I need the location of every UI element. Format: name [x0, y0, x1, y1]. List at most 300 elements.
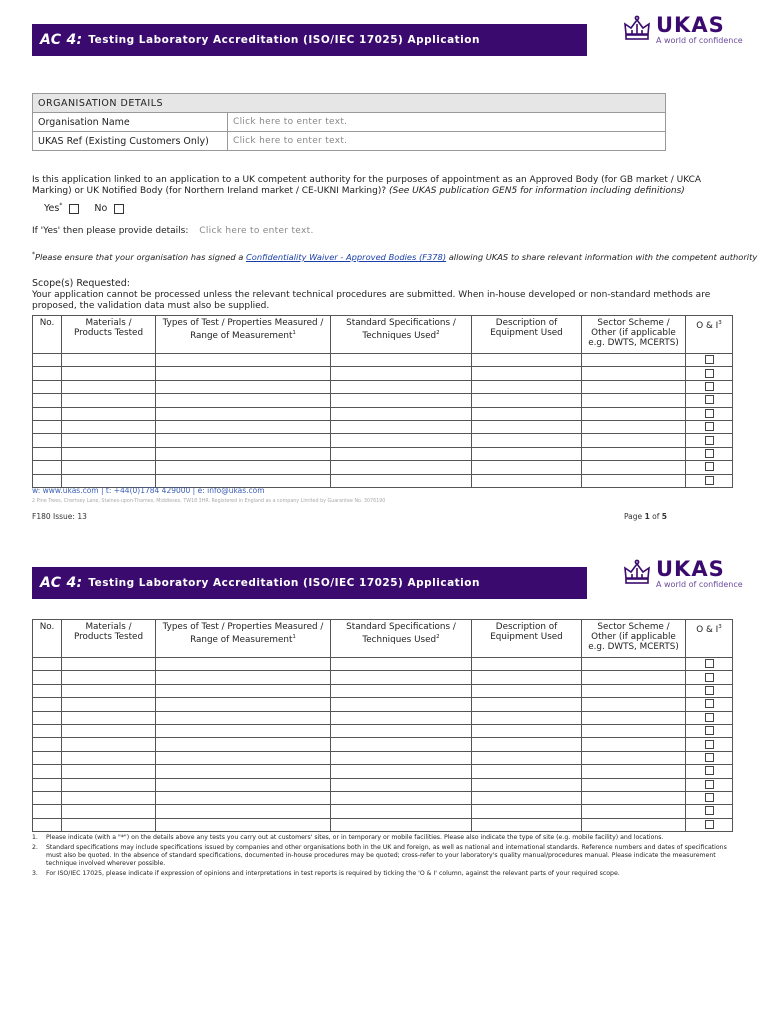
- scope-cell-input[interactable]: [62, 738, 156, 751]
- scope-cell-input[interactable]: [156, 684, 331, 697]
- scope-cell-input[interactable]: [156, 751, 331, 764]
- o-and-i-cell: [686, 434, 733, 447]
- scope-column-header: [33, 316, 62, 354]
- scope-cell-input[interactable]: [62, 461, 156, 474]
- scope-cell-input[interactable]: [62, 367, 156, 380]
- o-and-i-cell: [686, 354, 733, 367]
- footnote-item: [32, 870, 736, 878]
- crown-icon: [622, 14, 652, 44]
- scope-cell-input[interactable]: [582, 818, 686, 831]
- scope-cell-input[interactable]: [472, 765, 582, 778]
- o-and-i-checkbox[interactable]: [705, 449, 714, 458]
- column-footnote-ref: 2: [436, 634, 440, 640]
- scope-cell-input[interactable]: [582, 671, 686, 684]
- contact-footer: w: www.ukas.com | t: +44(0)1784 429000 | e: info@ukas.com: [32, 486, 265, 495]
- scope-row: [33, 805, 733, 818]
- form-title: Testing Laboratory Accreditation (ISO/IEC 17025) Application: [88, 34, 480, 46]
- scope-cell-input[interactable]: [62, 671, 156, 684]
- footnote-number: 1.: [32, 834, 38, 841]
- scope-row: [33, 394, 733, 407]
- brand-tagline: A world of confidence: [656, 36, 743, 45]
- form-code: AC 4:: [40, 32, 83, 48]
- scope-cell-input[interactable]: [582, 354, 686, 367]
- scope-cell-input[interactable]: [331, 724, 472, 737]
- scope-cell-input[interactable]: [62, 724, 156, 737]
- scope-cell-input[interactable]: [33, 658, 62, 671]
- scope-table-page1: [32, 315, 733, 488]
- org-row: [33, 132, 666, 151]
- scope-cell-input[interactable]: [582, 447, 686, 460]
- scope-cell-input[interactable]: [156, 671, 331, 684]
- scope-cell-input[interactable]: [331, 711, 472, 724]
- o-and-i-cell: [686, 698, 733, 711]
- scope-cell-input[interactable]: [33, 751, 62, 764]
- scope-cell-input[interactable]: [62, 711, 156, 724]
- scope-cell-input[interactable]: [33, 407, 62, 420]
- scope-cell-input[interactable]: [331, 684, 472, 697]
- scope-cell-input[interactable]: [62, 447, 156, 460]
- scope-cell-input[interactable]: [331, 420, 472, 433]
- o-and-i-cell: [686, 711, 733, 724]
- o-and-i-cell: [686, 724, 733, 737]
- o-and-i-cell: [686, 658, 733, 671]
- scope-cell-input[interactable]: [33, 698, 62, 711]
- o-and-i-cell: [686, 684, 733, 697]
- scope-cell-input[interactable]: [62, 684, 156, 697]
- yes-checkbox[interactable]: [69, 204, 79, 214]
- scope-cell-input[interactable]: [582, 407, 686, 420]
- column-header-line1: Description of: [495, 318, 558, 328]
- scope-cell-input[interactable]: [62, 778, 156, 791]
- scope-cell-input[interactable]: [156, 765, 331, 778]
- o-and-i-checkbox[interactable]: [705, 355, 714, 364]
- footnote-number: 3.: [32, 870, 38, 877]
- scope-column-header: [331, 316, 472, 354]
- column-header-line2: Techniques Used: [362, 634, 437, 645]
- waiver-notice: [32, 251, 757, 262]
- o-and-i-checkbox[interactable]: [705, 726, 714, 735]
- scope-cell-input[interactable]: [62, 818, 156, 831]
- o-and-i-cell: [686, 394, 733, 407]
- column-header-line1: O & I: [696, 320, 719, 331]
- scope-column-header: [582, 316, 686, 354]
- scope-cell-input[interactable]: [582, 420, 686, 433]
- scope-cell-input[interactable]: [33, 380, 62, 393]
- scope-cell-input[interactable]: [156, 407, 331, 420]
- scope-row: [33, 765, 733, 778]
- question-note: (See UKAS publication GEN5 for information including definitions): [389, 186, 685, 196]
- scope-cell-input[interactable]: [156, 778, 331, 791]
- brand-tagline: A world of confidence: [656, 580, 743, 589]
- scope-cell-input[interactable]: [156, 698, 331, 711]
- scope-cell-input[interactable]: [33, 434, 62, 447]
- form-title: Testing Laboratory Accreditation (ISO/IEC 17025) Application: [88, 577, 480, 589]
- o-and-i-cell: [686, 751, 733, 764]
- scope-cell-input[interactable]: [33, 367, 62, 380]
- scope-cell-input[interactable]: [331, 751, 472, 764]
- scope-cell-input[interactable]: [472, 434, 582, 447]
- o-and-i-checkbox[interactable]: [705, 659, 714, 668]
- details-label: If 'Yes' then please provide details:: [32, 226, 189, 236]
- scope-cell-input[interactable]: [331, 380, 472, 393]
- scope-cell-input[interactable]: [582, 474, 686, 487]
- scope-cell-input[interactable]: [582, 684, 686, 697]
- o-and-i-checkbox[interactable]: [705, 422, 714, 431]
- o-and-i-checkbox[interactable]: [705, 820, 714, 829]
- org-details-heading: ORGANISATION DETAILS: [33, 94, 666, 113]
- column-header-line2: Other (if applicable e.g. DWTS, MCERTS): [588, 328, 679, 348]
- page1-title-banner: [32, 24, 587, 56]
- scope-table-page2: [32, 619, 733, 832]
- o-and-i-cell: [686, 818, 733, 831]
- brand-name: UKAS: [656, 557, 725, 581]
- scope-cell-input[interactable]: [33, 461, 62, 474]
- scope-cell-input[interactable]: [62, 407, 156, 420]
- scope-row: [33, 380, 733, 393]
- scope-cell-input[interactable]: [156, 805, 331, 818]
- scope-row: [33, 711, 733, 724]
- scope-title: Scope(s) Requested:: [32, 278, 130, 289]
- scope-row: [33, 434, 733, 447]
- scope-cell-input[interactable]: [582, 461, 686, 474]
- scope-cell-input[interactable]: [62, 765, 156, 778]
- scope-cell-input[interactable]: [582, 380, 686, 393]
- question-text: Is this application linked to an application to a UK competent authority for the purposes of appointment as an Approved Body (for GB market / UKCA Marking) or UK Notified Body (for Northern Ireland market / CE-UKNI Marking)?: [32, 175, 702, 196]
- org-name-label: Organisation Name: [33, 113, 228, 132]
- scope-column-header: [472, 316, 582, 354]
- scope-cell-input[interactable]: [33, 447, 62, 460]
- o-and-i-checkbox[interactable]: [705, 436, 714, 445]
- scope-cell-input[interactable]: [472, 461, 582, 474]
- page-current: 1: [644, 512, 650, 521]
- scope-cell-input[interactable]: [62, 805, 156, 818]
- column-header-line2: Techniques Used: [362, 330, 437, 341]
- scope-cell-input[interactable]: [33, 711, 62, 724]
- column-footnote-ref: 3: [718, 320, 722, 326]
- o-and-i-cell: [686, 474, 733, 487]
- address-footer: 2 Pine Trees, Chertsey Lane, Staines-upon-Thames, Middlesex, TW18 3HR. Registered in England as a company Limited by Guarantee No. 3076190: [32, 499, 386, 504]
- o-and-i-cell: [686, 778, 733, 791]
- brand-name: UKAS: [656, 13, 725, 37]
- scope-column-header: [33, 620, 62, 658]
- column-header-line1: O & I: [696, 624, 719, 635]
- scope-cell-input[interactable]: [156, 711, 331, 724]
- scope-cell-input[interactable]: [33, 765, 62, 778]
- o-and-i-cell: [686, 367, 733, 380]
- scope-cell-input[interactable]: [331, 738, 472, 751]
- footnote-item: [32, 844, 736, 868]
- column-header-line1: Types of Test / Properties Measured /: [162, 622, 324, 632]
- scope-cell-input[interactable]: [472, 791, 582, 804]
- scope-cell-input[interactable]: [582, 778, 686, 791]
- scope-column-header: [62, 620, 156, 658]
- scope-cell-input[interactable]: [472, 407, 582, 420]
- scope-column-header: [472, 620, 582, 658]
- scope-cell-input[interactable]: [472, 805, 582, 818]
- yes-label: Yes: [44, 203, 60, 215]
- scope-cell-input[interactable]: [472, 724, 582, 737]
- scope-cell-input[interactable]: [331, 765, 472, 778]
- scope-cell-input[interactable]: [331, 394, 472, 407]
- scope-row: [33, 671, 733, 684]
- o-and-i-checkbox[interactable]: [705, 382, 714, 391]
- scope-cell-input[interactable]: [331, 671, 472, 684]
- scope-cell-input[interactable]: [472, 447, 582, 460]
- scope-cell-input[interactable]: [331, 461, 472, 474]
- scope-cell-input[interactable]: [472, 778, 582, 791]
- scope-cell-input[interactable]: [472, 354, 582, 367]
- scope-cell-input[interactable]: [156, 738, 331, 751]
- scope-cell-input[interactable]: [331, 778, 472, 791]
- confidentiality-waiver-link[interactable]: Confidentiality Waiver - Approved Bodies (F378): [245, 251, 447, 262]
- scope-cell-input[interactable]: [582, 434, 686, 447]
- scope-column-header: [62, 316, 156, 354]
- o-and-i-cell: [686, 671, 733, 684]
- column-footnote-ref: 1: [292, 634, 296, 640]
- scope-row: [33, 724, 733, 737]
- scope-column-header: [156, 620, 331, 658]
- scope-cell-input[interactable]: [331, 434, 472, 447]
- o-and-i-checkbox[interactable]: [705, 753, 714, 762]
- scope-column-header: [686, 620, 733, 658]
- scope-cell-input[interactable]: [33, 354, 62, 367]
- column-header-line2: Equipment Used: [490, 632, 563, 642]
- scope-row: [33, 461, 733, 474]
- scope-row: [33, 778, 733, 791]
- ukas-ref-input[interactable]: Click here to enter text.: [228, 132, 666, 151]
- scope-cell-input[interactable]: [33, 791, 62, 804]
- scope-cell-input[interactable]: [582, 791, 686, 804]
- scope-cell-input[interactable]: [582, 394, 686, 407]
- scope-cell-input[interactable]: [472, 751, 582, 764]
- scope-cell-input[interactable]: [472, 380, 582, 393]
- scope-cell-input[interactable]: [62, 751, 156, 764]
- scope-cell-input[interactable]: [156, 818, 331, 831]
- o-and-i-checkbox[interactable]: [705, 766, 714, 775]
- scope-note: Your application cannot be processed unless the relevant technical procedures are submitted. When in-house developed or non-standard methods are proposed, the validation data must also be supplied.: [32, 290, 711, 311]
- page-prefix: Page: [624, 512, 643, 521]
- scope-cell-input[interactable]: [156, 434, 331, 447]
- no-checkbox[interactable]: [114, 204, 124, 214]
- column-header-line2: Range of Measurement: [190, 330, 293, 341]
- scope-cell-input[interactable]: [331, 658, 472, 671]
- o-and-i-cell: [686, 765, 733, 778]
- scope-cell-input[interactable]: [472, 367, 582, 380]
- scope-cell-input[interactable]: [331, 818, 472, 831]
- scope-cell-input[interactable]: [62, 394, 156, 407]
- scope-cell-input[interactable]: [331, 447, 472, 460]
- column-footnote-ref: 1: [292, 330, 296, 336]
- scope-cell-input[interactable]: [331, 354, 472, 367]
- scope-cell-input[interactable]: [156, 420, 331, 433]
- scope-cell-input[interactable]: [582, 698, 686, 711]
- column-header-line1: No.: [39, 318, 55, 328]
- column-header-line1: Description of: [495, 622, 558, 632]
- scope-cell-input[interactable]: [582, 738, 686, 751]
- o-and-i-checkbox[interactable]: [705, 740, 714, 749]
- footnote-text: For ISO/IEC 17025, please indicate if expression of opinions and interpretations in test reports is required by ticking the 'O & I' column, against the relevant parts of your required scope.: [46, 870, 620, 877]
- footnotes: [32, 834, 736, 880]
- scope-cell-input[interactable]: [33, 778, 62, 791]
- org-row: [33, 113, 666, 132]
- scope-cell-input[interactable]: [62, 791, 156, 804]
- column-header-line2: Products Tested: [73, 328, 144, 338]
- scope-cell-input[interactable]: [33, 818, 62, 831]
- scope-row: [33, 447, 733, 460]
- footnote-text: Standard specifications may include specifications issued by companies and other organisations both in the UK and foreign, as well as national and international standards. Reference numbers and dates of specifications must also be quoted. In the absence of standard specifications, documented in-house procedures may be quoted; cross-refer to your laboratory's quality manual/procedures manual. Please indicate the measurement technique involved wherever possible.: [46, 844, 727, 867]
- scope-cell-input[interactable]: [582, 805, 686, 818]
- scope-row: [33, 698, 733, 711]
- scope-cell-input[interactable]: [156, 724, 331, 737]
- o-and-i-cell: [686, 380, 733, 393]
- yes-details-row: [32, 226, 314, 236]
- o-and-i-checkbox[interactable]: [705, 806, 714, 815]
- scope-cell-input[interactable]: [33, 805, 62, 818]
- column-header-line1: Sector Scheme /: [597, 622, 670, 632]
- column-header-line2: Equipment Used: [490, 328, 563, 338]
- scope-cell-input[interactable]: [156, 447, 331, 460]
- scope-cell-input[interactable]: [331, 791, 472, 804]
- scope-cell-input[interactable]: [472, 394, 582, 407]
- scope-cell-input[interactable]: [472, 671, 582, 684]
- o-and-i-cell: [686, 420, 733, 433]
- form-code: AC 4:: [40, 575, 83, 591]
- page-of: of: [652, 512, 660, 521]
- o-and-i-cell: [686, 407, 733, 420]
- o-and-i-checkbox[interactable]: [705, 699, 714, 708]
- o-and-i-checkbox[interactable]: [705, 793, 714, 802]
- scope-cell-input[interactable]: [62, 380, 156, 393]
- column-header-line1: Sector Scheme /: [597, 318, 670, 328]
- o-and-i-checkbox[interactable]: [705, 780, 714, 789]
- o-and-i-cell: [686, 461, 733, 474]
- scope-row: [33, 354, 733, 367]
- scope-cell-input[interactable]: [331, 805, 472, 818]
- column-header-line2: Products Tested: [73, 632, 144, 642]
- yes-no-options: [44, 202, 124, 214]
- scope-cell-input[interactable]: [582, 765, 686, 778]
- scope-row: [33, 751, 733, 764]
- column-header-line1: Types of Test / Properties Measured /: [162, 318, 324, 328]
- column-header-line1: Standard Specifications /: [346, 318, 456, 328]
- column-header-line2: Range of Measurement: [190, 634, 293, 645]
- scope-column-header: [331, 620, 472, 658]
- o-and-i-cell: [686, 738, 733, 751]
- o-and-i-checkbox[interactable]: [705, 686, 714, 695]
- footnote-number: 2.: [32, 844, 38, 851]
- scope-cell-input[interactable]: [331, 698, 472, 711]
- o-and-i-cell: [686, 805, 733, 818]
- scope-cell-input[interactable]: [331, 367, 472, 380]
- page-number: [624, 512, 667, 521]
- scope-cell-input[interactable]: [33, 420, 62, 433]
- scope-row: [33, 407, 733, 420]
- scope-cell-input[interactable]: [472, 658, 582, 671]
- scope-cell-input[interactable]: [62, 658, 156, 671]
- footnote-text: Please indicate (with a "*") on the details above any tests you carry out at customers' sites, or in temporary or mobile facilities. Please also indicate the type of site (e.g. mobile facility) and locations.: [46, 834, 664, 841]
- column-header-line1: Standard Specifications /: [346, 622, 456, 632]
- scope-cell-input[interactable]: [156, 394, 331, 407]
- scope-cell-input[interactable]: [33, 394, 62, 407]
- scope-cell-input[interactable]: [33, 738, 62, 751]
- approved-body-question: [32, 175, 732, 197]
- o-and-i-cell: [686, 791, 733, 804]
- scope-cell-input[interactable]: [472, 738, 582, 751]
- scope-column-header: [156, 316, 331, 354]
- column-header-line2: Other (if applicable e.g. DWTS, MCERTS): [588, 632, 679, 652]
- column-header-line1: Materials /: [85, 318, 132, 328]
- scope-cell-input[interactable]: [156, 354, 331, 367]
- scope-cell-input[interactable]: [472, 698, 582, 711]
- o-and-i-checkbox[interactable]: [705, 409, 714, 418]
- o-and-i-checkbox[interactable]: [705, 713, 714, 722]
- o-and-i-cell: [686, 447, 733, 460]
- scope-row: [33, 791, 733, 804]
- ukas-ref-label: UKAS Ref (Existing Customers Only): [33, 132, 228, 151]
- scope-cell-input[interactable]: [156, 658, 331, 671]
- scope-row: [33, 420, 733, 433]
- scope-cell-input[interactable]: [156, 461, 331, 474]
- scope-cell-input[interactable]: [62, 698, 156, 711]
- page-total: 5: [661, 512, 668, 521]
- o-and-i-checkbox[interactable]: [705, 395, 714, 404]
- scope-cell-input[interactable]: [33, 724, 62, 737]
- yes-asterisk: *: [59, 202, 63, 209]
- scope-cell-input[interactable]: [156, 380, 331, 393]
- scope-row: [33, 658, 733, 671]
- scope-cell-input[interactable]: [472, 420, 582, 433]
- column-header-line1: No.: [39, 622, 55, 632]
- details-input[interactable]: Click here to enter text.: [199, 226, 314, 236]
- scope-cell-input[interactable]: [33, 684, 62, 697]
- column-header-line1: Materials /: [85, 622, 132, 632]
- waiver-suffix: allowing UKAS to share relevant information with the competent authority: [448, 251, 758, 262]
- column-footnote-ref: 3: [718, 624, 722, 630]
- ukas-logo: [622, 14, 743, 46]
- o-and-i-checkbox[interactable]: [705, 673, 714, 682]
- scope-cell-input[interactable]: [582, 724, 686, 737]
- page2-title-banner: [32, 567, 587, 599]
- scope-cell-input[interactable]: [472, 818, 582, 831]
- waiver-prefix: Please ensure that your organisation has signed a: [35, 251, 244, 262]
- scope-cell-input[interactable]: [582, 711, 686, 724]
- scope-cell-input[interactable]: [472, 684, 582, 697]
- scope-column-header: [582, 620, 686, 658]
- scope-cell-input[interactable]: [582, 367, 686, 380]
- waiver-asterisk: *: [32, 251, 35, 258]
- scope-row: [33, 367, 733, 380]
- scope-column-header: [686, 316, 733, 354]
- scope-cell-input[interactable]: [62, 420, 156, 433]
- scope-cell-input[interactable]: [331, 474, 472, 487]
- scope-cell-input[interactable]: [582, 658, 686, 671]
- scope-cell-input[interactable]: [472, 474, 582, 487]
- scope-row: [33, 818, 733, 831]
- scope-cell-input[interactable]: [472, 711, 582, 724]
- scope-cell-input[interactable]: [156, 791, 331, 804]
- scope-cell-input[interactable]: [33, 671, 62, 684]
- scope-cell-input[interactable]: [62, 434, 156, 447]
- scope-cell-input[interactable]: [582, 751, 686, 764]
- scope-cell-input[interactable]: [62, 354, 156, 367]
- footnote-item: [32, 834, 736, 842]
- org-name-input[interactable]: Click here to enter text.: [228, 113, 666, 132]
- o-and-i-checkbox[interactable]: [705, 462, 714, 471]
- o-and-i-checkbox[interactable]: [705, 369, 714, 378]
- scope-cell-input[interactable]: [331, 407, 472, 420]
- scope-cell-input[interactable]: [156, 367, 331, 380]
- o-and-i-checkbox[interactable]: [705, 476, 714, 485]
